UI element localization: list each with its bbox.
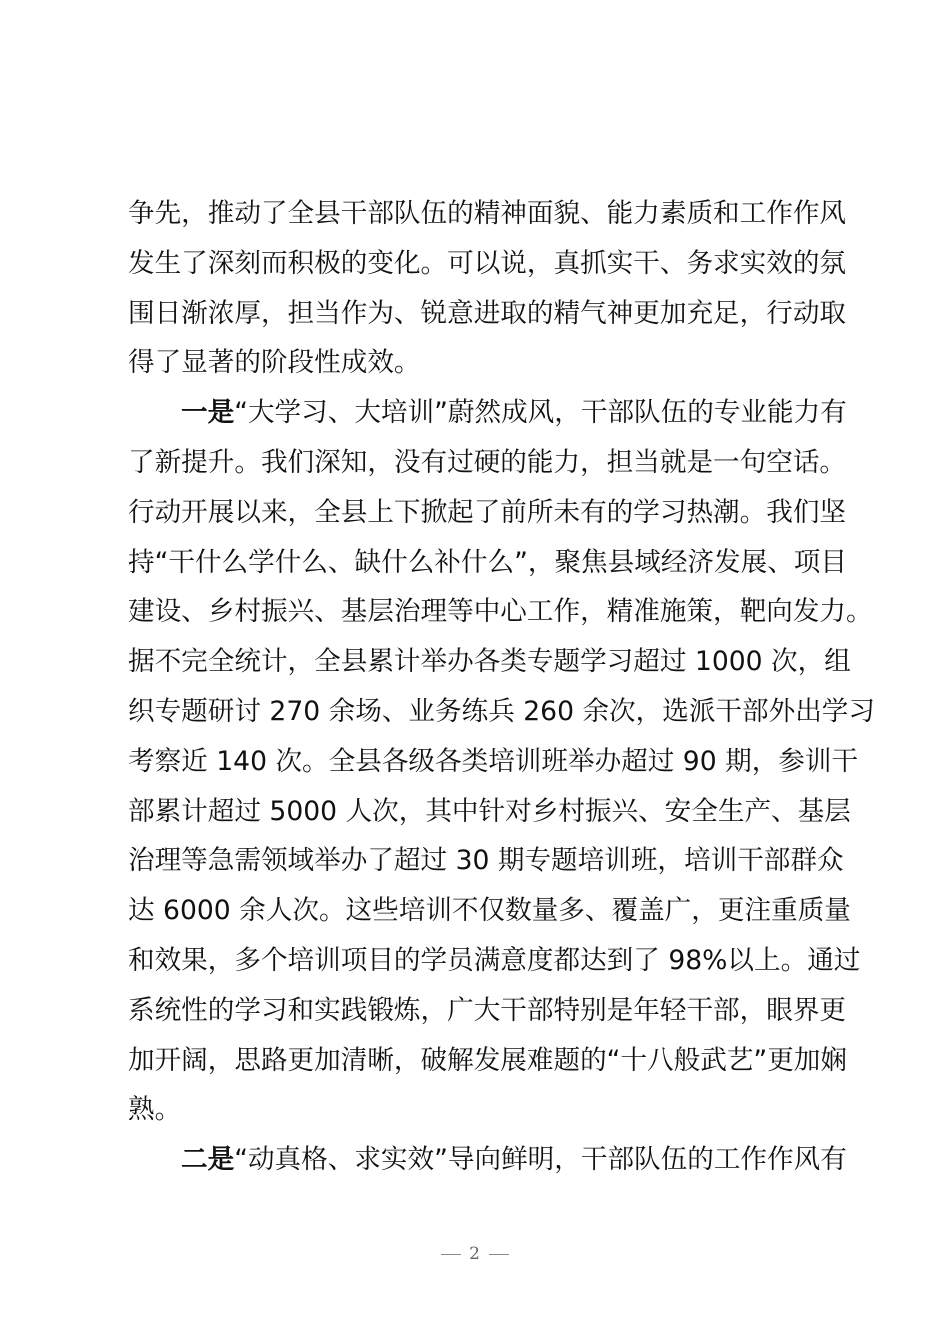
dash-right-decoration: [489, 1254, 509, 1255]
dash-left-decoration: [441, 1254, 461, 1255]
text-line: 织专题研讨 270 余场、业务练兵 260 余次，选派干部外出学习: [128, 695, 875, 727]
text-line: 加开阔，思路更加清晰，破解发展难题的“十八般武艺”更加娴: [128, 1044, 847, 1076]
text-line: 熟。: [128, 1094, 182, 1126]
paragraph-intro-continuation: [128, 189, 847, 388]
text-line: 持“干什么学什么、缺什么补什么”，聚焦县域经济发展、项目: [128, 546, 847, 578]
paragraph-lead-label: 二是: [181, 1144, 235, 1176]
text-line: 部累计超过 5000 人次，其中针对乡村振兴、安全生产、基层: [128, 795, 851, 827]
page-number: 2: [469, 1244, 481, 1264]
paragraph-lead-label: 一是: [181, 397, 235, 429]
text-line-first: [128, 388, 847, 438]
text-line: 据不完全统计，全县累计举办各类专题学习超过 1000 次，组: [128, 646, 851, 678]
paragraph-point-two: [128, 1135, 847, 1185]
text-line: 和效果，多个培训项目的学员满意度都达到了 98%以上。通过: [128, 944, 861, 976]
text-line: 得了显著的阶段性成效。: [128, 347, 421, 379]
page-number-footer: [0, 1244, 950, 1264]
text-line: 行动开展以来，全县上下掀起了前所未有的学习热潮。我们坚: [128, 496, 847, 528]
paragraph-point-one: [128, 388, 875, 1135]
text-line: 考察近 140 次。全县各级各类培训班举办超过 90 期，参训干: [128, 745, 859, 777]
text-line: 达 6000 余人次。这些培训不仅数量多、覆盖广，更注重质量: [128, 895, 851, 927]
text-line: 争先，推动了全县干部队伍的精神面貌、能力素质和工作作风: [128, 198, 847, 229]
text-line: 治理等急需领域举办了超过 30 期专题培训班，培训干部群众: [128, 845, 844, 877]
text-segment: “动真格、求实效”导向鲜明，干部队伍的工作作风有: [234, 1144, 847, 1176]
text-segment: “大学习、大培训”蔚然成风，干部队伍的专业能力有: [234, 397, 847, 429]
text-line: 建设、乡村振兴、基层治理等中心工作，精准施策，靶向发力。: [128, 596, 873, 628]
text-line: 发生了深刻而积极的变化。可以说，真抓实干、务求实效的氛: [128, 247, 847, 279]
text-line: 围日渐浓厚，担当作为、锐意进取的精气神更加充足，行动取: [128, 297, 847, 329]
body-text: [128, 189, 875, 1185]
text-line-first: [128, 1135, 847, 1185]
text-line: 系统性的学习和实践锻炼，广大干部特别是年轻干部，眼界更: [128, 994, 847, 1026]
text-line: 了新提升。我们深知，没有过硬的能力，担当就是一句空话。: [128, 446, 847, 478]
